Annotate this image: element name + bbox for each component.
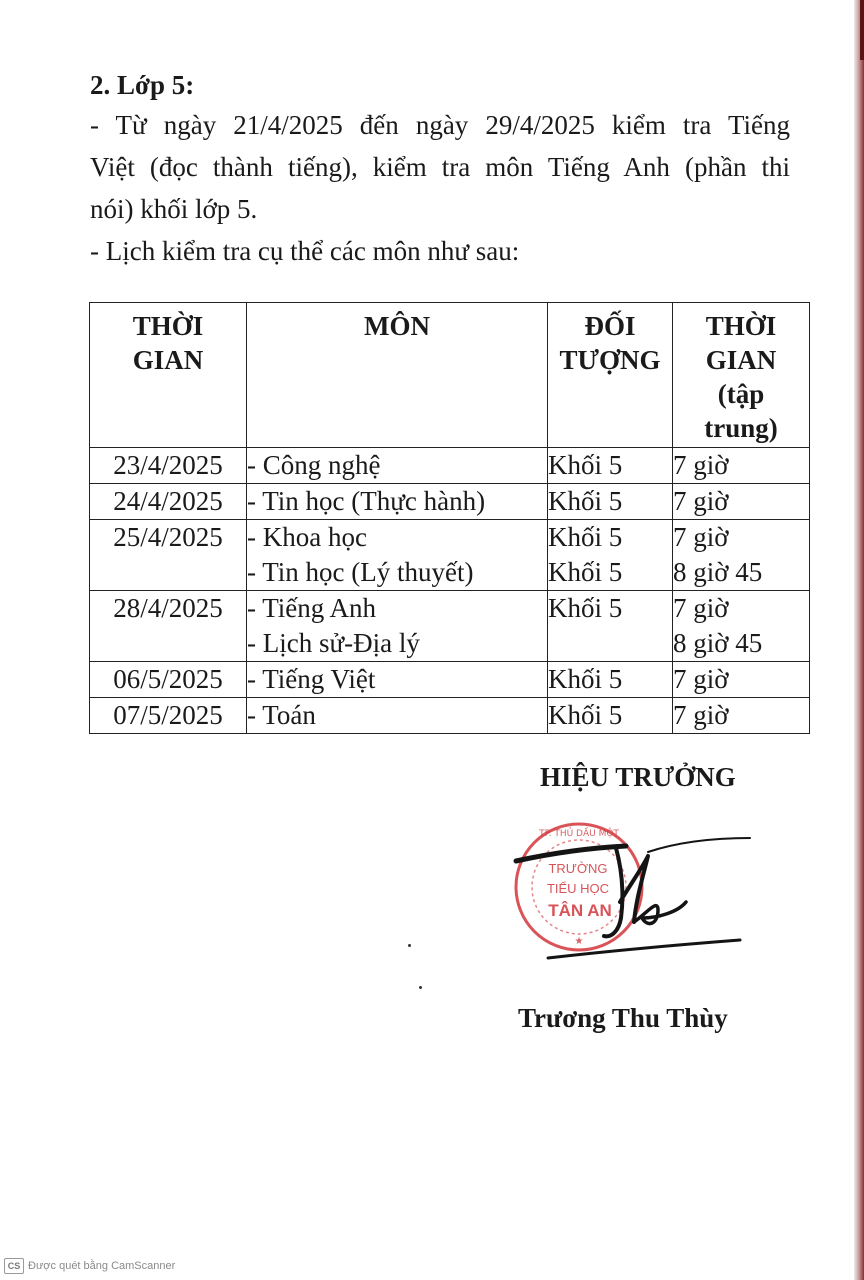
- cell-time: 7 giờ 8 giờ 45: [673, 591, 810, 662]
- svg-text:TÂN AN: TÂN AN: [548, 901, 612, 920]
- cell-target: Khối 5: [548, 448, 673, 484]
- cell-target: Khối 5: [548, 698, 673, 734]
- header-gather-time: THỜI GIAN (tập trung): [673, 303, 810, 448]
- intro-paragraph: [90, 104, 790, 230]
- svg-text:TRƯỜNG: TRƯỜNG: [548, 861, 608, 876]
- table-row: [90, 662, 810, 698]
- cell-date: 07/5/2025: [90, 698, 247, 734]
- camscanner-icon: CS: [4, 1258, 24, 1274]
- cell-subject: - Tin học (Thực hành): [247, 484, 548, 520]
- header-subject: MÔN: [247, 303, 548, 448]
- table-row: [90, 698, 810, 734]
- cell-date: 06/5/2025: [90, 662, 247, 698]
- cell-date: 25/4/2025: [90, 520, 247, 591]
- intro-line: - Từ ngày 21/4/2025 đến ngày 29/4/2025 kiểm tra Tiếng: [90, 110, 790, 140]
- svg-text:TP. THỦ DẦU MỘT: TP. THỦ DẦU MỘT: [539, 829, 619, 839]
- schedule-table: [89, 302, 810, 734]
- cell-target: Khối 5: [548, 662, 673, 698]
- cell-date: 28/4/2025: [90, 591, 247, 662]
- cell-time: 7 giờ: [673, 448, 810, 484]
- principal-name: Trương Thu Thùy: [518, 1003, 728, 1033]
- cell-date: 24/4/2025: [90, 484, 247, 520]
- cell-time: 7 giờ 8 giờ 45: [673, 520, 810, 591]
- intro-line: Việt (đọc thành tiếng), kiểm tra môn Tiếng Anh (phần thi: [90, 152, 790, 182]
- cell-subject: - Công nghệ: [247, 448, 548, 484]
- table-row: [90, 591, 810, 662]
- cell-time: 7 giờ: [673, 662, 810, 698]
- cell-time: 7 giờ: [673, 484, 810, 520]
- scan-speck: [419, 986, 422, 989]
- cell-time: 7 giờ: [673, 698, 810, 734]
- watermark-text: Được quét bằng CamScanner: [28, 1260, 176, 1272]
- header-target: ĐỐI TƯỢNG: [548, 303, 673, 448]
- section-heading: 2. Lớp 5:: [90, 70, 195, 100]
- schedule-intro: - Lịch kiểm tra cụ thể các môn như sau:: [90, 236, 520, 266]
- page-right-edge: [854, 0, 864, 1280]
- principal-title: HIỆU TRƯỞNG: [540, 762, 736, 792]
- header-time: THỜI GIAN: [90, 303, 247, 448]
- table-header-row: [90, 303, 810, 448]
- scanner-watermark: [4, 1258, 175, 1274]
- table-row: [90, 484, 810, 520]
- cell-subject: - Toán: [247, 698, 548, 734]
- cell-target: Khối 5: [548, 484, 673, 520]
- school-stamp: [508, 818, 758, 968]
- cell-subject: - Khoa học - Tin học (Lý thuyết): [247, 520, 548, 591]
- cell-subject: - Tiếng Anh - Lịch sử-Địa lý: [247, 591, 548, 662]
- table-row: [90, 448, 810, 484]
- cell-subject: - Tiếng Việt: [247, 662, 548, 698]
- scan-speck: [408, 944, 411, 947]
- cell-date: 23/4/2025: [90, 448, 247, 484]
- cell-target: Khối 5 Khối 5: [548, 520, 673, 591]
- intro-line: nói) khối lớp 5.: [90, 194, 258, 224]
- svg-text:★: ★: [574, 936, 584, 947]
- table-row: [90, 520, 810, 591]
- svg-text:TIỂU HỌC: TIỂU HỌC: [546, 881, 610, 896]
- cell-target: Khối 5: [548, 591, 673, 662]
